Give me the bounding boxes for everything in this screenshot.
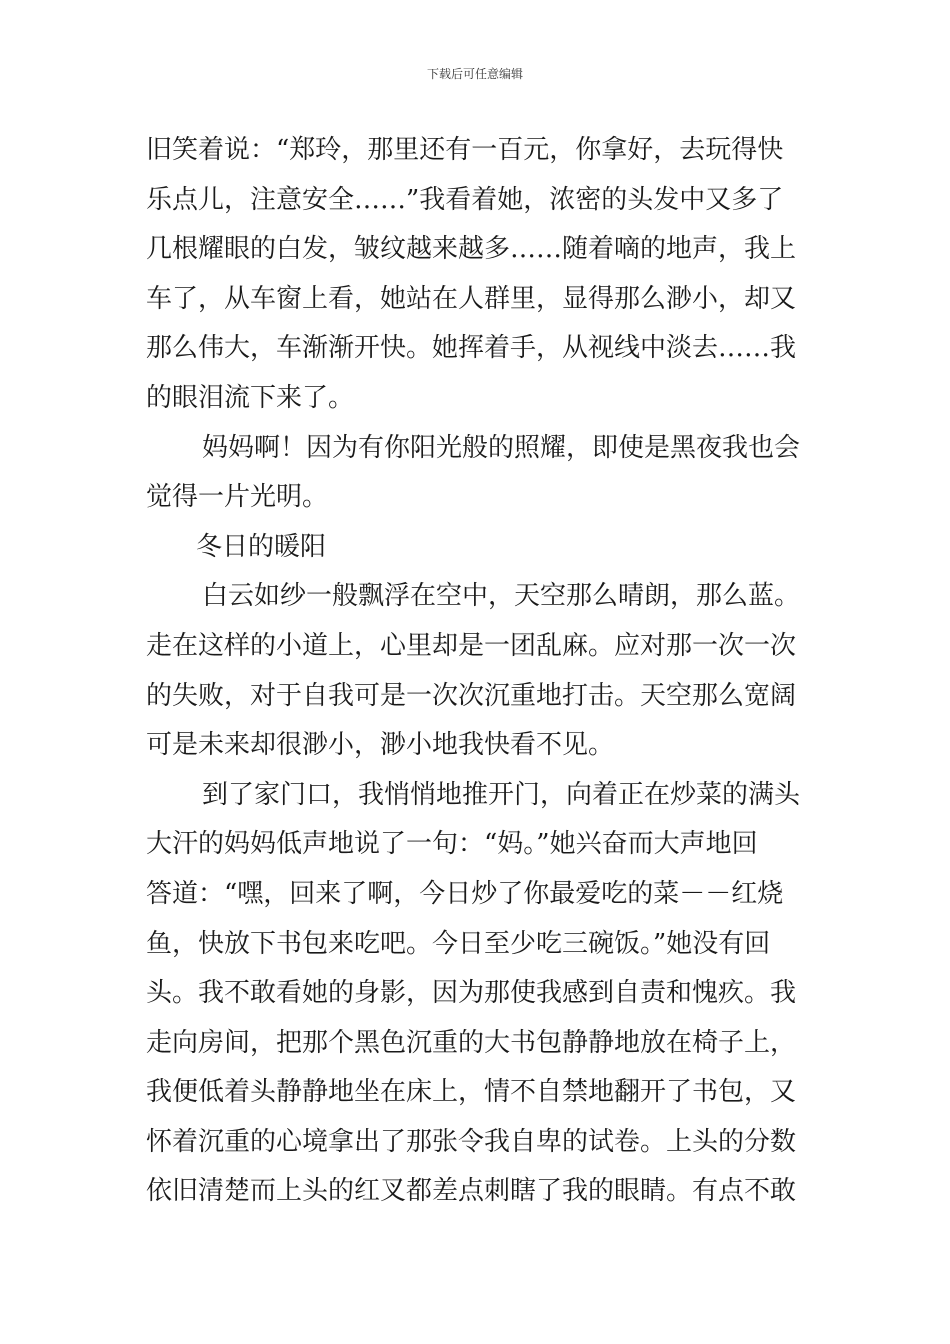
paragraph: [146, 771, 808, 1217]
section-heading: [146, 523, 808, 573]
text-line: 几根耀眼的白发，皱纹越来越多……随着嘀的地声，我上: [146, 234, 797, 265]
text-line: 的失败，对于自我可是一次次沉重地打击。天空那么宽阔: [146, 680, 797, 711]
text-line: 我便低着头静静地坐在床上，情不自禁地翻开了书包，又: [146, 1077, 797, 1108]
text-line: 到了家门口，我悄悄地推开门，向着正在炒菜的满头: [202, 779, 801, 810]
heading-text: 冬日的暖阳: [196, 531, 327, 562]
text-line: 那么伟大，车渐渐开快。她挥着手，从视线中淡去……我: [146, 333, 797, 364]
document-body: [146, 126, 808, 1217]
text-line: 乐点儿，注意安全……”我看着她，浓密的头发中又多了: [146, 184, 784, 215]
text-line: 大汗的妈妈低声地说了一句：“妈。”她兴奋而大声地回: [146, 829, 758, 860]
paragraph: [146, 572, 808, 770]
text-line: 答道：“嘿，回来了啊，今日炒了你最爱吃的菜－－红烧: [146, 878, 784, 909]
text-line: 的眼泪流下来了。: [146, 382, 355, 413]
text-line: 觉得一片光明。: [146, 482, 329, 513]
text-line: 走在这样的小道上，心里却是一团乱麻。应对那一次一次: [146, 630, 797, 661]
text-line: 旧笑着说：“郑玲，那里还有一百元，你拿好，去玩得快: [146, 135, 784, 165]
text-line: 车了，从车窗上看，她站在人群里，显得那么渺小，却又: [146, 283, 797, 314]
text-line: 怀着沉重的心境拿出了那张令我自卑的试卷。上头的分数: [146, 1126, 797, 1157]
text-line: 鱼，快放下书包来吃吧。今日至少吃三碗饭。”她没有回: [146, 928, 771, 959]
text-line: 头。我不敢看她的身影，因为那使我感到自责和愧疚。我: [146, 978, 797, 1009]
paragraph: [146, 424, 808, 523]
paragraph-continuation: [146, 126, 808, 424]
text-line: 依旧清楚而上头的红叉都差点刺瞎了我的眼睛。有点不敢: [146, 1176, 797, 1207]
page-header: 下载后可任意编辑: [426, 67, 523, 81]
text-line: 妈妈啊！因为有你阳光般的照耀，即使是黑夜我也会: [202, 432, 801, 463]
text-line: 走向房间，把那个黑色沉重的大书包静静地放在椅子上，: [146, 1027, 797, 1058]
text-line: 可是未来却很渺小，渺小地我快看不见。: [146, 730, 615, 761]
text-line: 白云如纱一般飘浮在空中，天空那么晴朗，那么蓝。: [202, 581, 801, 612]
